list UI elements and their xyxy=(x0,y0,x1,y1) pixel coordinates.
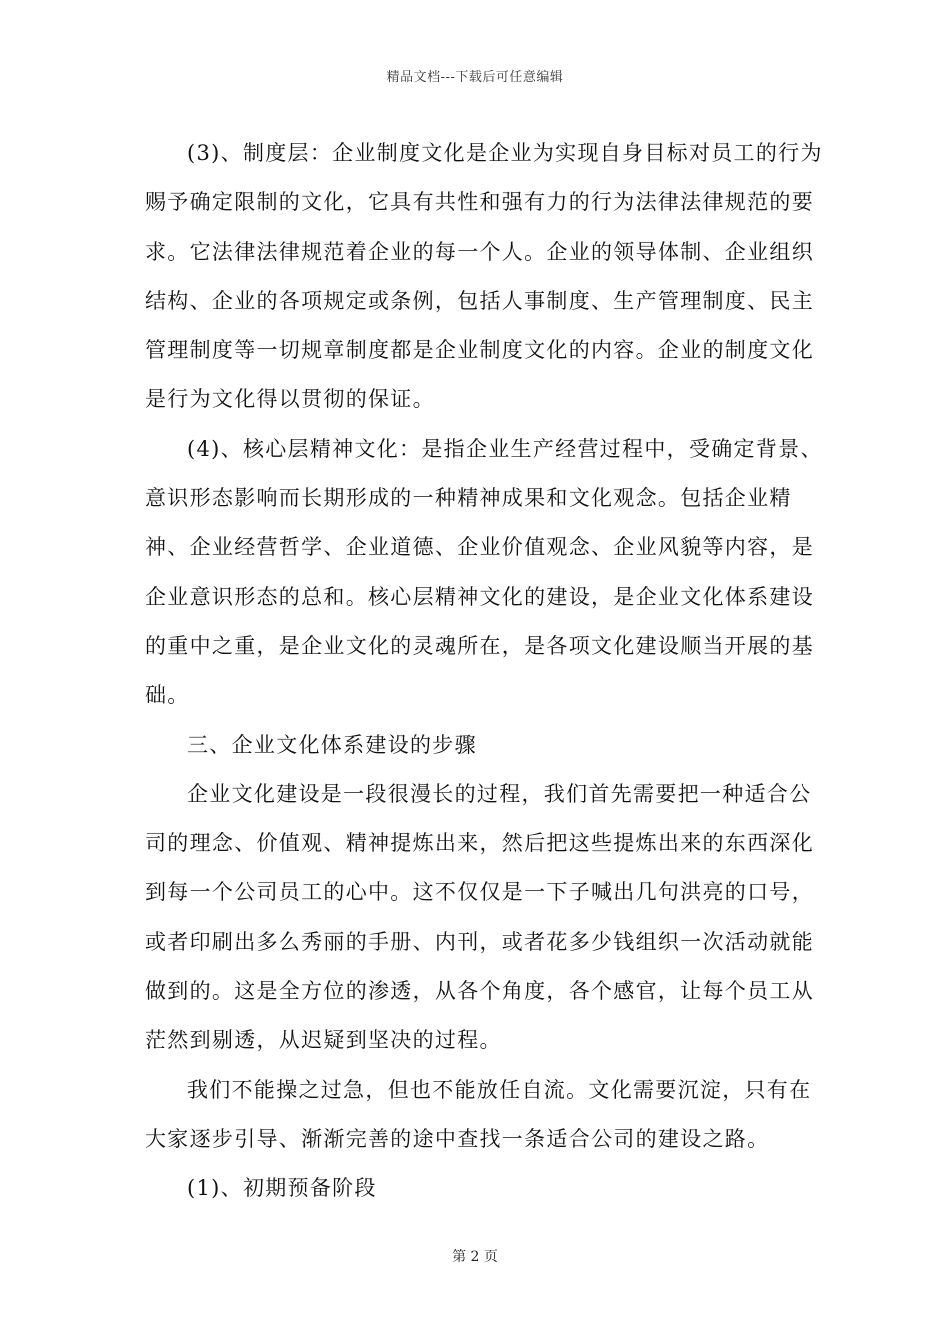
section-heading-steps: 三、企业文化体系建设的步骤 xyxy=(187,732,477,757)
document-body xyxy=(145,129,830,1214)
paragraph-institutional-layer: (3)、制度层：企业制度文化是企业为实现自身目标对员工的行为赐予确定限制的文化，它具有共性和强有力的行为法律法律规范的要求。它法律法律规范着企业的每一个人。企业的领导体制、企业组织结构、企业的各项规定或条例，包括人事制度、生产管理制度、民主管理制度等一切规章制度都是企业制度文化的内容。企业的制度文化是行为文化得以贯彻的保证。 xyxy=(145,141,823,412)
page-header: 精品文档---下载后可任意编辑 xyxy=(386,70,564,85)
paragraph-culture-building-process: 企业文化建设是一段很漫长的过程，我们首先需要把一种适合公司的理念、价值观、精神提炼出来，然后把这些提炼出来的东西深化到每一个公司员工的心中。这不仅仅是一下子喊出几句洪亮的口号，或者印刷出多么秀丽的手册、内刊，或者花多少钱组织一次活动就能做到的。这是全方位的渗透，从各个角度，各个感官，让每个员工从茫然到剔透，从迟疑到坚决的过程。 xyxy=(145,781,814,1053)
subheading-initial-stage: (1)、初期预备阶段 xyxy=(187,1176,377,1201)
paragraph-not-rushing: 我们不能操之过急，但也不能放任自流。文化需要沉淀，只有在大家逐步引导、渐渐完善的途中查找一条适合公司的建设之路。 xyxy=(145,1077,812,1151)
paragraph-core-spirit-layer: (4)、核心层精神文化：是指企业生产经营过程中，受确定背景、意识形态影响而长期形成的一种精神成果和文化观念。包括企业精神、企业经营哲学、企业道德、企业价值观念、企业风貌等内容，是企业意识形态的总和。核心层精神文化的建设，是企业文化体系建设的重中之重，是企业文化的灵魂所在，是各项文化建设顺当开展的基础。 xyxy=(145,436,823,708)
page-number: 第 2 页 xyxy=(452,1249,498,1265)
